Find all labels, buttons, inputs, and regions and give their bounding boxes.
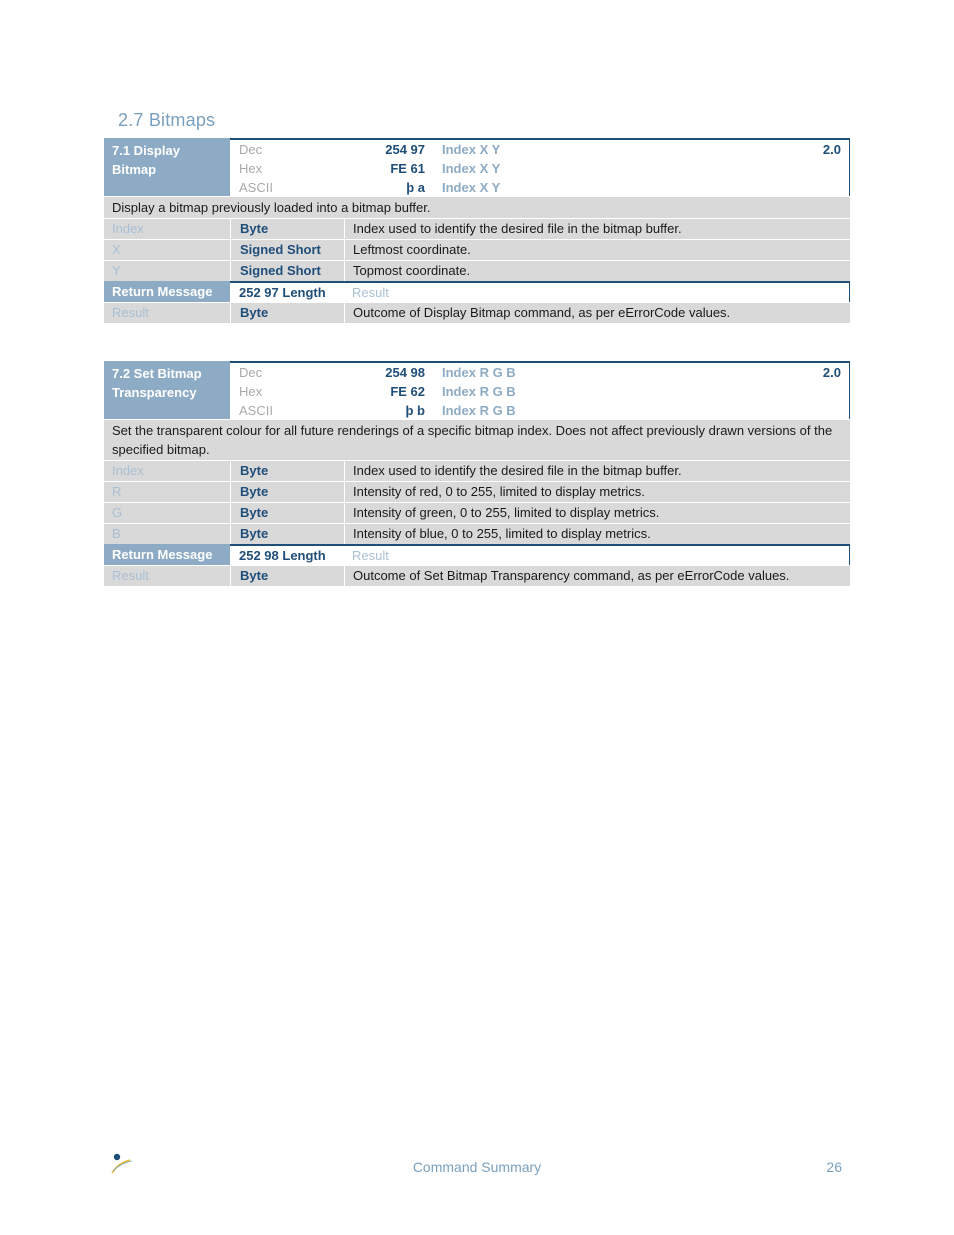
return-message-length: 252 97 Length: [230, 281, 344, 302]
format-row-ascii: [230, 178, 849, 197]
return-message-params: Result: [344, 281, 850, 302]
return-message-row: [104, 544, 850, 565]
parameter-type: Signed Short: [230, 261, 344, 281]
parameter-row: [104, 460, 850, 481]
command-set-bitmap-transparency: [104, 361, 850, 586]
format-code: FE 61: [390, 161, 425, 176]
format-label: Hex: [239, 161, 263, 176]
format-label: Dec: [239, 365, 263, 380]
parameter-name: Index: [104, 461, 230, 481]
command-display-bitmap: [104, 138, 850, 323]
page-number: 26: [826, 1159, 842, 1175]
parameter-type: Byte: [230, 482, 344, 502]
format-row-hex: [230, 382, 849, 401]
return-name: Result: [104, 566, 230, 586]
parameter-type: Byte: [230, 524, 344, 544]
format-code: þ b: [405, 403, 425, 418]
parameter-description: Index used to identify the desired file in the bitmap buffer.: [344, 219, 850, 239]
parameter-name: Index: [104, 219, 230, 239]
command-name-line2: Transparency: [112, 385, 197, 400]
format-params: Index R G B: [442, 403, 516, 418]
command-formats: [230, 361, 850, 419]
format-params: Index X Y: [442, 180, 501, 195]
format-label: ASCII: [239, 403, 273, 418]
parameter-description: Intensity of green, 0 to 255, limited to display metrics.: [344, 503, 850, 523]
command-description: Display a bitmap previously loaded into a bitmap buffer.: [104, 196, 850, 218]
return-message-length: 252 98 Length: [230, 544, 344, 565]
return-row: [104, 302, 850, 323]
parameter-description: Leftmost coordinate.: [344, 240, 850, 260]
parameter-description: Intensity of red, 0 to 255, limited to display metrics.: [344, 482, 850, 502]
command-name-line1: 7.2 Set Bitmap: [112, 366, 202, 381]
version-badge: 2.0: [822, 365, 841, 380]
parameter-description: Intensity of blue, 0 to 255, limited to display metrics.: [344, 524, 850, 544]
format-params: Index X Y: [442, 161, 501, 176]
return-description: Outcome of Set Bitmap Transparency command, as per eErrorCode values.: [344, 566, 850, 586]
return-name: Result: [104, 303, 230, 323]
parameter-name: R: [104, 482, 230, 502]
format-row-ascii: [230, 401, 849, 420]
format-params: Index R G B: [442, 365, 516, 380]
parameter-row: [104, 239, 850, 260]
format-params: Index X Y: [442, 142, 501, 157]
format-label: ASCII: [239, 180, 273, 195]
format-code: 254 98: [385, 365, 425, 380]
format-params: Index R G B: [442, 384, 516, 399]
parameter-row: [104, 481, 850, 502]
format-code: þ a: [406, 180, 425, 195]
parameter-row: [104, 502, 850, 523]
format-label: Dec: [239, 142, 263, 157]
parameter-name: Y: [104, 261, 230, 281]
parameter-description: Topmost coordinate.: [344, 261, 850, 281]
parameter-description: Index used to identify the desired file in the bitmap buffer.: [344, 461, 850, 481]
command-name-line1: 7.1 Display: [112, 143, 180, 158]
format-row-dec: [230, 363, 849, 382]
parameter-type: Byte: [230, 461, 344, 481]
format-label: Hex: [239, 384, 263, 399]
parameter-name: X: [104, 240, 230, 260]
parameter-type: Byte: [230, 219, 344, 239]
format-row-hex: [230, 159, 849, 178]
version-badge: 2.0: [822, 142, 841, 157]
return-message-label: Return Message: [104, 544, 230, 565]
parameter-name: B: [104, 524, 230, 544]
return-type: Byte: [230, 303, 344, 323]
parameter-row: [104, 218, 850, 239]
return-message-row: [104, 281, 850, 302]
section-title: 2.7 Bitmaps: [118, 110, 216, 130]
command-name-line2: Bitmap: [112, 162, 157, 177]
format-code: FE 62: [390, 384, 425, 399]
parameter-row: [104, 260, 850, 281]
footer-title: Command Summary: [412, 1159, 542, 1175]
command-header: [104, 361, 850, 419]
return-row: [104, 565, 850, 586]
parameter-name: G: [104, 503, 230, 523]
return-message-params: Result: [344, 544, 850, 565]
parameter-row: [104, 523, 850, 544]
command-formats: [230, 138, 850, 196]
return-message-label: Return Message: [104, 281, 230, 302]
parameter-type: Byte: [230, 503, 344, 523]
command-header: [104, 138, 850, 196]
return-description: Outcome of Display Bitmap command, as per eErrorCode values.: [344, 303, 850, 323]
command-name: [104, 361, 230, 419]
format-row-dec: [230, 140, 849, 159]
return-type: Byte: [230, 566, 344, 586]
format-code: 254 97: [385, 142, 425, 157]
parameter-type: Signed Short: [230, 240, 344, 260]
command-name: [104, 138, 230, 196]
command-description: Set the transparent colour for all future renderings of a specific bitmap index. Does not affect previously drawn versions of the specified bitmap.: [104, 419, 850, 460]
